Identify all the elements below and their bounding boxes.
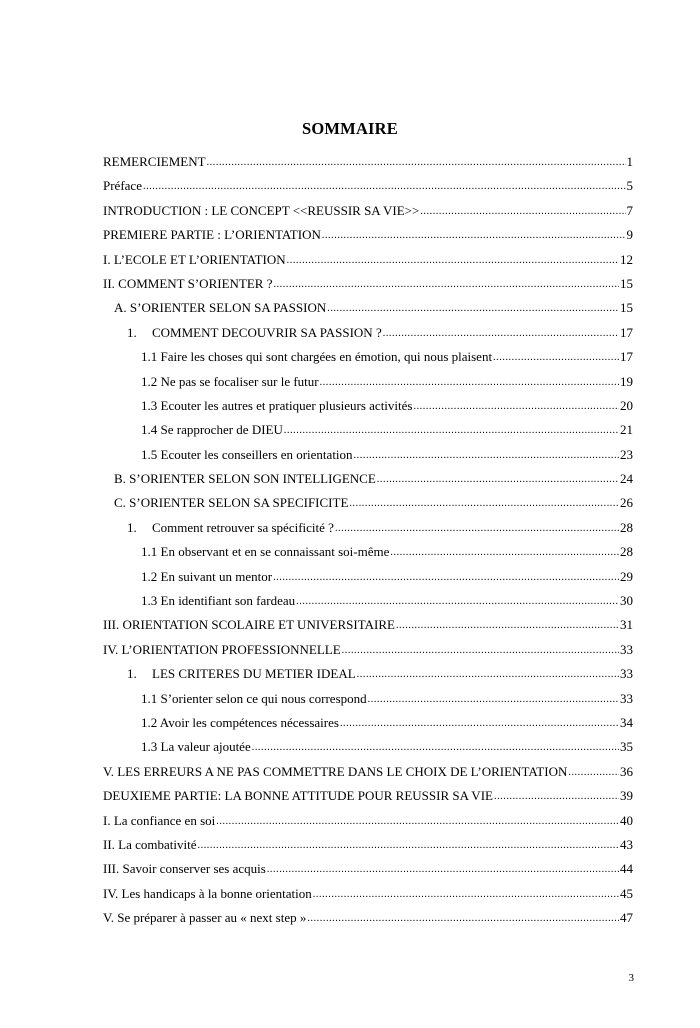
toc-entry-label	[141, 569, 272, 585]
toc-entry[interactable]	[103, 227, 633, 251]
dot-leader	[342, 641, 619, 657]
toc-entry-page: 15	[620, 275, 633, 291]
toc-entry-page: 12	[620, 251, 633, 267]
toc-entry-label	[103, 813, 215, 829]
toc-entry-text: V. LES ERREURS A NE PAS COMMETTRE DANS LE CHOIX DE L’ORIENTATION	[103, 763, 568, 779]
toc-entry-text: 1.1 Faire les choses qui sont chargées en émotion, qui nous plaisent	[141, 349, 493, 365]
dot-leader	[335, 519, 619, 535]
toc-entry-page: 43	[620, 836, 633, 852]
toc-entry-text: 1.4 Se rapprocher de DIEU	[141, 422, 283, 438]
dot-leader	[320, 373, 619, 389]
toc-entry-label	[103, 154, 206, 170]
dot-leader	[273, 568, 619, 584]
toc-entry-page: 30	[620, 593, 633, 609]
toc-entry-page: 17	[620, 324, 633, 340]
dot-leader	[296, 592, 619, 608]
toc-entry-label	[103, 861, 266, 877]
dot-leader	[413, 397, 619, 413]
toc-entry-page: 35	[620, 739, 633, 755]
dot-leader	[390, 543, 619, 559]
toc-entry-text: 1.3 La valeur ajoutée	[141, 739, 251, 755]
dot-leader	[327, 299, 619, 315]
toc-entry-page: 17	[620, 349, 633, 365]
toc-entry-label	[141, 691, 367, 707]
dot-leader	[216, 812, 619, 828]
dot-leader	[396, 616, 619, 632]
toc-entry[interactable]	[103, 593, 633, 617]
toc-entry-label	[103, 788, 493, 804]
toc-entry[interactable]	[103, 325, 633, 349]
dot-leader	[322, 226, 626, 242]
toc-entry-page: 26	[620, 495, 633, 511]
toc-entry-text: 1.2 Ne pas se focaliser sur le futur	[141, 373, 319, 389]
toc-entry[interactable]	[103, 617, 633, 641]
toc-entry-text: Comment retrouver sa spécificité ?	[152, 519, 334, 535]
toc-entry-page: 36	[620, 763, 633, 779]
toc-entry[interactable]	[103, 813, 633, 837]
toc-entry-page: 33	[620, 641, 633, 657]
toc-entry-label	[103, 837, 197, 853]
toc-entry-page: 20	[620, 397, 633, 413]
toc-entry-label	[103, 642, 341, 658]
toc-entry-page: 44	[620, 861, 633, 877]
dot-leader	[143, 177, 626, 193]
page-title: SOMMAIRE	[301, 119, 399, 138]
toc-entry[interactable]	[103, 837, 633, 861]
toc-entry-text: II. COMMENT S’ORIENTER ?	[103, 275, 273, 291]
dot-leader	[267, 860, 619, 876]
toc-entry-page: 9	[626, 227, 633, 243]
toc-entry-page: 24	[620, 471, 633, 487]
toc-entry-text: III. ORIENTATION SCOLAIRE ET UNIVERSITAIRE	[103, 617, 395, 633]
dot-leader	[493, 348, 619, 364]
dot-leader	[313, 885, 619, 901]
toc-entry-text: REMERCIEMENT	[103, 154, 206, 169]
toc-entry-text: COMMENT DECOUVRIR SA PASSION ?	[152, 324, 382, 340]
toc-entry-label	[141, 447, 353, 463]
toc-entry-label	[127, 520, 334, 536]
dot-leader	[207, 153, 626, 169]
toc-entry-label	[127, 325, 382, 341]
toc-entry[interactable]	[103, 739, 633, 763]
toc-entry-text: IV. L’ORIENTATION PROFESSIONNELLE	[103, 641, 341, 657]
toc-entry[interactable]	[103, 764, 633, 788]
toc-entry[interactable]	[103, 886, 633, 910]
toc-entry-page: 29	[620, 568, 633, 584]
toc-entry-page: 23	[620, 446, 633, 462]
toc-entry-label	[103, 252, 286, 268]
toc-entry-label	[141, 374, 319, 390]
toc-entry-text: 1.3 En identifiant son fardeau	[141, 593, 296, 609]
toc-entry-page: 47	[620, 910, 633, 926]
toc-entry[interactable]	[103, 398, 633, 422]
toc-entry-number: 1.	[127, 519, 137, 535]
toc-entry[interactable]	[103, 203, 633, 227]
toc-entry[interactable]	[103, 788, 633, 812]
toc-entry-label	[103, 886, 312, 902]
toc-entry-label	[141, 422, 283, 438]
toc-entry-text: II. La combativité	[103, 836, 197, 852]
toc-entry-label	[114, 471, 376, 487]
toc-entry-page: 1	[626, 154, 633, 169]
toc-entry-label	[103, 764, 567, 780]
toc-entry-page: 33	[620, 690, 633, 706]
toc-entry-page: 28	[620, 519, 633, 535]
toc-entry[interactable]	[103, 544, 633, 568]
toc-entry-text: INTRODUCTION : LE CONCEPT <<REUSSIR SA VIE>>	[103, 202, 420, 218]
toc-entry-label	[141, 349, 492, 365]
toc-entry[interactable]	[103, 495, 633, 519]
toc-entry-label	[141, 739, 251, 755]
toc-entry[interactable]	[103, 666, 633, 690]
toc-entry-text: PREMIERE PARTIE : L’ORIENTATION	[103, 227, 321, 243]
toc-entry-text: 1.5 Ecouter les conseillers en orientation	[141, 446, 353, 462]
toc-entry[interactable]	[103, 178, 633, 202]
toc-entry-page: 33	[620, 666, 633, 682]
toc-entry[interactable]	[103, 910, 633, 934]
toc-entry-page: 19	[620, 373, 633, 389]
toc-entry-text: B. S’ORIENTER SELON SON INTELLIGENCE	[114, 471, 376, 487]
toc-entry-text: III. Savoir conserver ses acquis	[103, 861, 266, 877]
toc-entry-number: 1.	[127, 666, 137, 682]
dot-leader	[349, 494, 619, 510]
toc-entry-page: 31	[620, 617, 633, 633]
dot-leader	[494, 787, 619, 803]
toc-entry-text: 1.1 S’orienter selon ce qui nous correspond	[141, 690, 367, 706]
toc-entry[interactable]	[103, 715, 633, 739]
toc-entry-text: 1.1 En observant et en se connaissant soi-même	[141, 544, 390, 560]
toc-entry[interactable]	[103, 520, 633, 544]
toc-entry-text: C. S’ORIENTER SELON SA SPECIFICITE	[114, 495, 349, 511]
dot-leader	[383, 324, 619, 340]
toc-entry-text: 1.3 Ecouter les autres et pratiquer plusieurs activités	[141, 397, 413, 413]
toc-entry-label	[141, 593, 295, 609]
toc-entry[interactable]	[103, 861, 633, 885]
toc-entry-page: 15	[620, 300, 633, 316]
toc-entry[interactable]	[103, 422, 633, 446]
toc-entry[interactable]	[103, 252, 633, 276]
dot-leader	[368, 690, 619, 706]
toc-entry[interactable]	[103, 300, 633, 324]
toc-entry-page: 39	[620, 788, 633, 804]
dot-leader	[377, 470, 619, 486]
toc-entry-label	[103, 203, 419, 219]
toc-entry-page: 5	[626, 178, 633, 194]
toc-entry-text: I. L’ECOLE ET L’ORIENTATION	[103, 251, 286, 267]
toc-entry[interactable]	[103, 374, 633, 398]
toc-entry-label	[114, 300, 326, 316]
toc-entry[interactable]	[103, 349, 633, 373]
toc-entry-text: 1.2 Avoir les compétences nécessaires	[141, 714, 339, 730]
toc-entry-page: 40	[620, 812, 633, 828]
toc-entry-label	[103, 910, 306, 926]
dot-leader	[340, 714, 619, 730]
toc-entry[interactable]	[103, 642, 633, 666]
toc-entry-label	[141, 398, 412, 414]
toc-entry-label	[114, 495, 348, 511]
toc-entry[interactable]	[103, 276, 633, 300]
toc-entry-label	[141, 715, 339, 731]
dot-leader	[357, 665, 619, 681]
page-number: 3	[628, 972, 634, 984]
toc-entry-text: V. Se préparer à passer au « next step »	[103, 910, 307, 926]
dot-leader	[307, 909, 619, 925]
dot-leader	[287, 251, 619, 267]
dot-leader	[284, 421, 619, 437]
toc-entry[interactable]	[103, 691, 633, 715]
dot-leader	[568, 763, 619, 779]
toc-entry-text: 1.2 En suivant un mentor	[141, 568, 273, 584]
toc-entry[interactable]	[103, 154, 633, 178]
dot-leader	[420, 202, 625, 218]
toc-entry-page: 28	[620, 544, 633, 560]
dot-leader	[252, 738, 619, 754]
dot-leader	[354, 446, 619, 462]
toc-entry[interactable]	[103, 569, 633, 593]
toc-entry-label	[141, 544, 389, 560]
toc-entry-page: 45	[620, 885, 633, 901]
toc-entry-page: 34	[620, 714, 633, 730]
toc-entry-text: I. La confiance en soi	[103, 812, 216, 828]
toc-entry-text: LES CRITERES DU METIER IDEAL	[152, 666, 356, 682]
toc-entry-label	[103, 276, 272, 292]
table-of-contents	[103, 154, 633, 935]
toc-entry-text: DEUXIEME PARTIE: LA BONNE ATTITUDE POUR REUSSIR SA VIE	[103, 788, 493, 804]
toc-entry-label	[103, 617, 395, 633]
toc-entry-label	[103, 227, 321, 243]
dot-leader	[198, 836, 620, 852]
toc-entry-page: 7	[626, 202, 633, 218]
toc-entry-text: A. S’ORIENTER SELON SA PASSION	[114, 300, 327, 316]
toc-entry[interactable]	[103, 447, 633, 471]
toc-entry-text: IV. Les handicaps à la bonne orientation	[103, 885, 312, 901]
toc-entry-label	[127, 666, 356, 682]
toc-entry[interactable]	[103, 471, 633, 495]
dot-leader	[273, 275, 619, 291]
toc-entry-text: Préface	[103, 178, 142, 194]
toc-entry-label	[103, 178, 142, 194]
toc-entry-page: 21	[620, 422, 633, 438]
toc-entry-number: 1.	[127, 324, 137, 340]
